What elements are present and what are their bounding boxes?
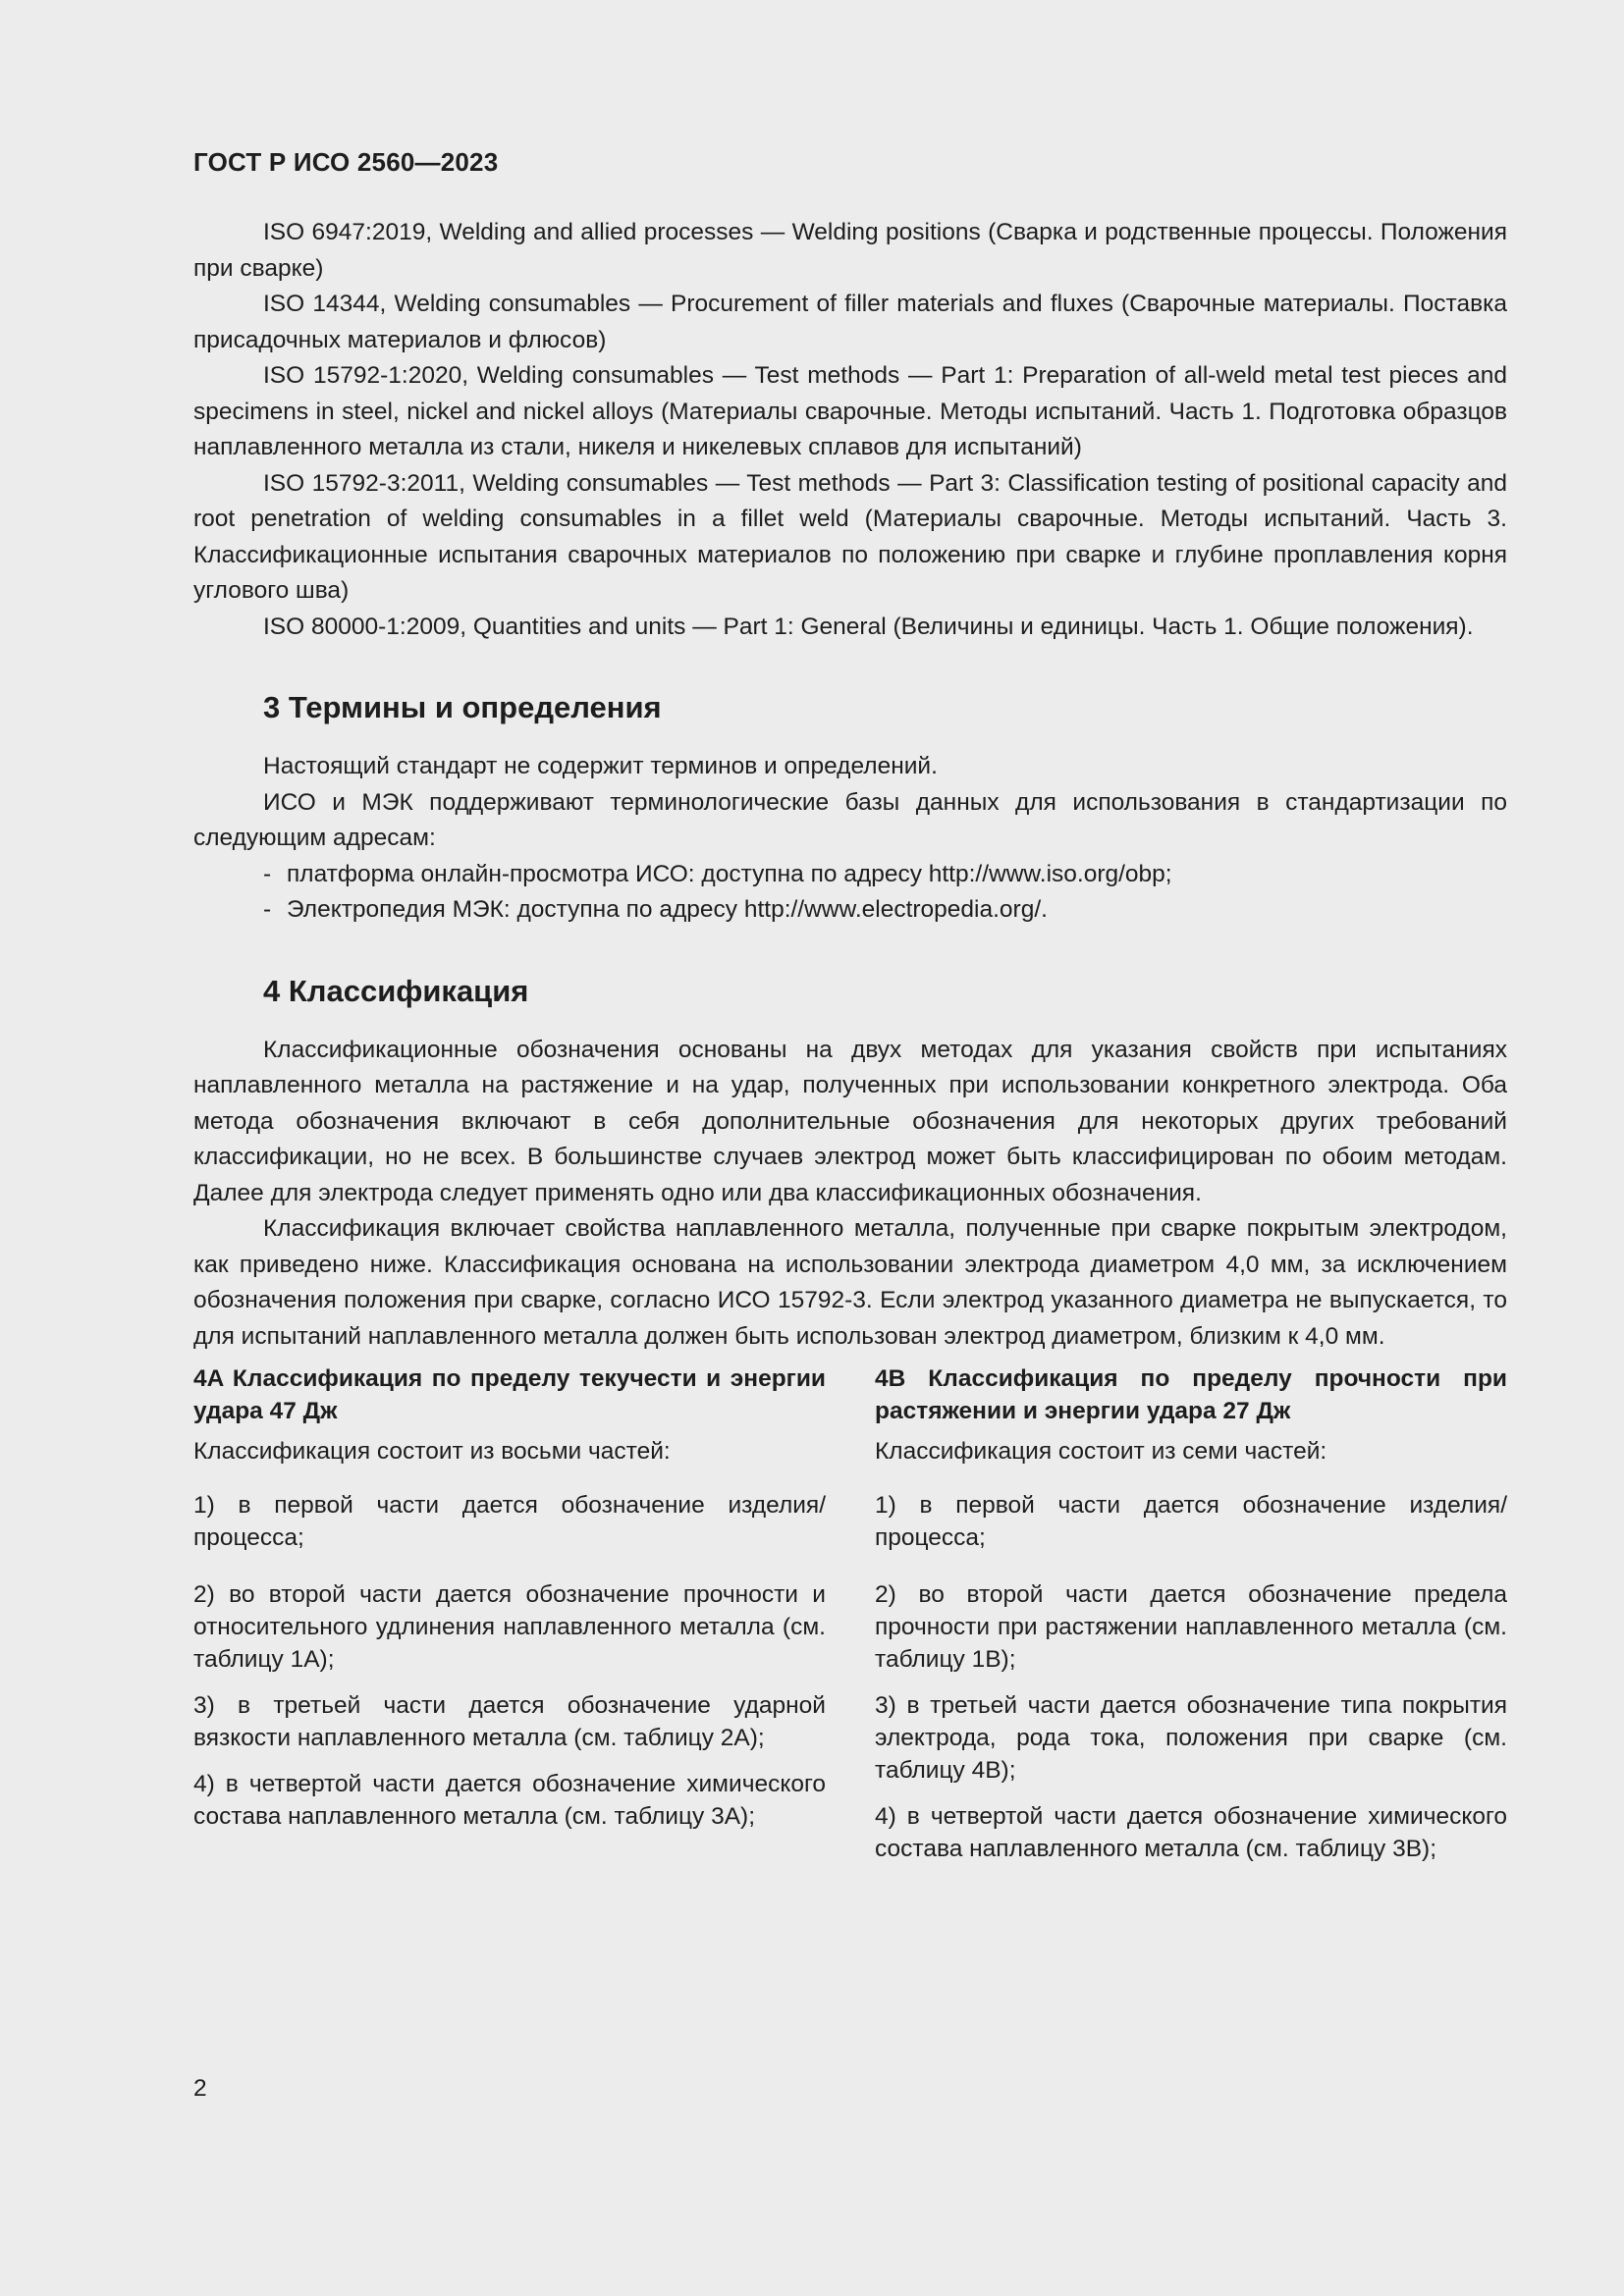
list-item-text: Электропедия МЭК: доступна по адресу http://www.electropedia.org/.	[287, 896, 1048, 923]
column-4a-item: 3) в третьей части дается обозначение ударной вязкости наплавленного металла (см. таблицу 2А);	[193, 1692, 826, 1751]
list-item: - платформа онлайн-просмотра ИСО: доступна по адресу http://www.iso.org/obp;	[263, 860, 1172, 887]
section-3-heading: 3 Термины и определения	[263, 690, 662, 724]
column-4b-item: 3) в третьей части дается обозначение типа покрытия электрода, рода тока, положения при сварке (см. таблицу 4В);	[875, 1692, 1507, 1784]
list-item-text: платформа онлайн-просмотра ИСО: доступна по адресу http://www.iso.org/obp;	[287, 860, 1172, 887]
section-3-paragraph: ИСО и МЭК поддерживают терминологические базы данных для использования в стандартизации по следующим адресам:	[193, 788, 1507, 851]
reference-iso-6947: ISO 6947:2019, Welding and allied processes — Welding positions (Сварка и родственные процессы. Положения при сварке)	[193, 219, 1507, 282]
column-4a-heading: 4A Классификация по пределу текучести и энергии удара 47 Дж	[193, 1365, 826, 1424]
column-4b	[875, 1362, 1507, 1879]
two-column-section	[193, 1362, 1507, 1879]
column-4a-item: 1) в первой части дается обозначение изделия/процесса;	[193, 1492, 826, 1551]
reference-iso-80000-1: ISO 80000-1:2009, Quantities and units — Part 1: General (Величины и единицы. Часть 1. Общие положения).	[263, 613, 1474, 640]
column-4a-item: 2) во второй части дается обозначение прочности и относительного удлинения наплавленного металла (см. таблицу 1А);	[193, 1581, 826, 1673]
list-item: - Электропедия МЭК: доступна по адресу http://www.electropedia.org/.	[263, 896, 1048, 923]
column-4b-item: 4) в четвертой части дается обозначение химического состава наплавленного металла (см. таблицу 3В);	[875, 1803, 1507, 1862]
document-page	[193, 147, 1507, 1879]
section-4-paragraph: Классификационные обозначения основаны на двух методах для указания свойств при испытаниях наплавленного металла на растяжение и на удар, полученных при использовании конкретного электрода. Оба метода обозначения включают в себя дополнительные обозначения для некоторых других требований классификации, но не всех. В большинстве случаев электрод может быть классифицирован по обоим методам. Далее для электрода следует применять одно или два классификационных обозначения.	[193, 1036, 1507, 1206]
reference-iso-15792-1: ISO 15792-1:2020, Welding consumables — Test methods — Part 1: Preparation of all-weld metal test pieces and specimens in steel, nickel and nickel alloys (Материалы сварочные. Методы испытаний. Часть 1. Подготовка образцов наплавленного металла из стали, никеля и никелевых сплавов для испытаний)	[193, 362, 1507, 460]
page-number: 2	[193, 2075, 207, 2102]
reference-iso-15792-3: ISO 15792-3:2011, Welding consumables — Test methods — Part 3: Classification testing of positional capacity and root penetration of welding consumables in a fillet weld (Материалы сварочные. Методы испытаний. Часть 3. Классификационные испытания сварочных материалов по положению при сварке и глубине проплавления корня углового шва)	[193, 469, 1507, 604]
section-4-heading: 4 Классификация	[263, 973, 529, 1008]
section-4-paragraph: Классификация включает свойства наплавленного металла, полученные при сварке покрытым электродом, как приведено ниже. Классификация основана на использовании электрода диаметром 4,0 мм, за исключением обозначения положения при сварке, согласно ИСО 15792-3. Если электрод указанного диаметра не выпускается, то для испытаний наплавленного металла должен быть использован электрод диаметром, близким к 4,0 мм.	[193, 1215, 1507, 1350]
document-header: ГОСТ Р ИСО 2560—2023	[193, 147, 499, 177]
column-4b-heading: 4B Классификация по пределу прочности при растяжении и энергии удара 27 Дж	[875, 1365, 1507, 1424]
column-4a-item: 4) в четвертой части дается обозначение химического состава наплавленного металла (см. таблицу 3А);	[193, 1771, 826, 1830]
column-4b-item: 2) во второй части дается обозначение предела прочности при растяжении наплавленного металла (см. таблицу 1В);	[875, 1581, 1507, 1673]
section-3-paragraph: Настоящий стандарт не содержит терминов и определений.	[263, 753, 938, 779]
column-4a-intro: Классификация состоит из восьми частей:	[193, 1438, 671, 1465]
reference-iso-14344: ISO 14344, Welding consumables — Procurement of filler materials and fluxes (Сварочные материалы. Поставка присадочных материалов и флюсов)	[193, 291, 1507, 353]
column-4a	[193, 1362, 826, 1879]
column-4b-intro: Классификация состоит из семи частей:	[875, 1438, 1327, 1465]
column-4b-item: 1) в первой части дается обозначение изделия/процесса;	[875, 1492, 1507, 1551]
